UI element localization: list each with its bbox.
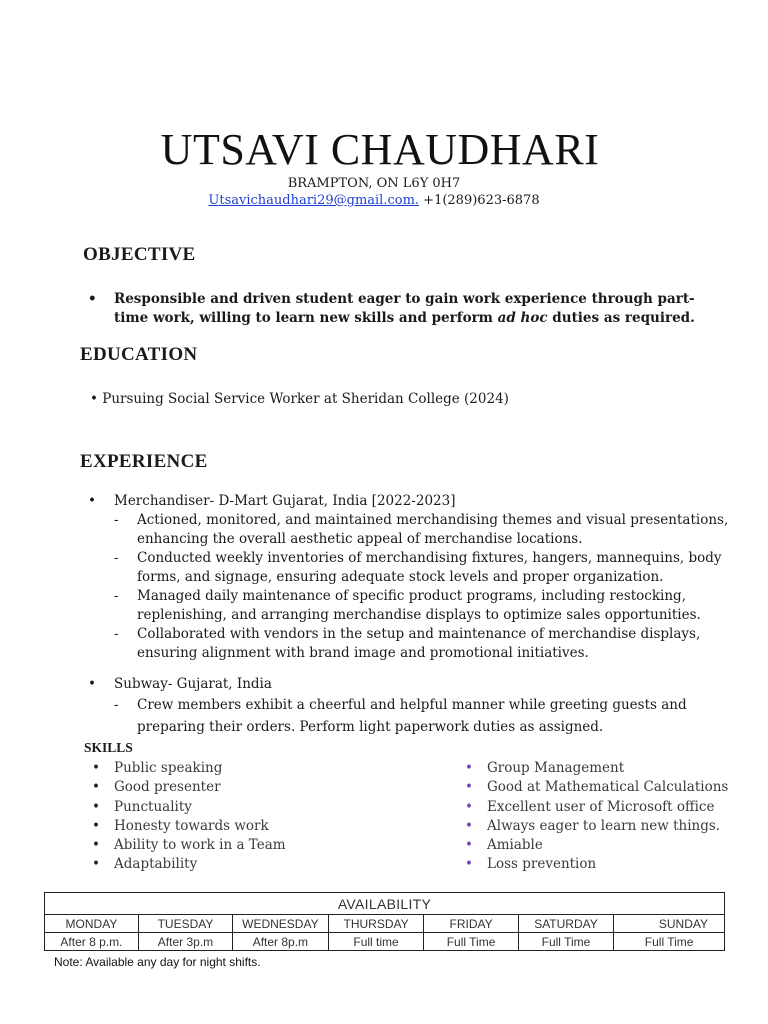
availability-note: Note: Available any day for night shifts. bbox=[54, 955, 261, 969]
availability-table bbox=[44, 892, 725, 951]
day-cell: SUNDAY bbox=[614, 915, 725, 933]
bullet: • bbox=[88, 493, 96, 509]
skill-item: • Ability to work in a Team bbox=[88, 836, 388, 855]
time-cell: Full time bbox=[328, 933, 424, 951]
availability-title: AVAILABILITY bbox=[45, 893, 725, 915]
day-cell: FRIDAY bbox=[424, 915, 518, 933]
job-title: Subway- Gujarat, India bbox=[114, 676, 272, 692]
candidate-name: UTSAVI CHAUDHARI bbox=[160, 125, 600, 174]
skills-right-list bbox=[461, 759, 761, 875]
time-cell: After 8p.m bbox=[233, 933, 329, 951]
duty-item: - Crew members exhibit a cheerful and helpful manner while greeting guests and preparing their orders. Perform light paperwork duties as assigned. bbox=[114, 697, 687, 735]
day-cell: TUESDAY bbox=[138, 915, 232, 933]
duty-item: - Managed daily maintenance of specific product programs, including restocking, replenishing, and arranging merchandise displays to optimize sales opportunities. bbox=[114, 588, 701, 623]
objective-heading: OBJECTIVE bbox=[83, 244, 196, 265]
skill-item: • Adaptability bbox=[88, 855, 388, 874]
time-cell: Full Time bbox=[614, 933, 725, 951]
skill-item: • Excellent user of Microsoft office bbox=[461, 798, 761, 817]
availability-times-row bbox=[45, 933, 725, 951]
skills-heading: SKILLS bbox=[84, 740, 133, 755]
phone: +1(289)623-6878 bbox=[419, 193, 540, 208]
time-cell: After 3p.m bbox=[138, 933, 232, 951]
time-cell: Full Time bbox=[424, 933, 518, 951]
skill-item: • Always eager to learn new things. bbox=[461, 817, 761, 836]
education-heading: EDUCATION bbox=[80, 344, 198, 365]
address: BRAMPTON, ON L6Y 0H7 bbox=[287, 176, 461, 191]
education-item: • Pursuing Social Service Worker at Sheridan College (2024) bbox=[90, 391, 509, 407]
objective-italic: ad hoc bbox=[497, 310, 548, 326]
experience-heading: EXPERIENCE bbox=[80, 451, 208, 472]
skills-left-list bbox=[88, 759, 388, 875]
duty-item: - Collaborated with vendors in the setup and maintenance of merchandise displays, ensuring alignment with brand image and promotional initiatives. bbox=[114, 626, 701, 661]
duty-item: - Conducted weekly inventories of merchandising fixtures, hangers, mannequins, body forms, and signage, ensuring adequate stock levels and proper organization. bbox=[114, 550, 722, 585]
time-cell: After 8 p.m. bbox=[45, 933, 139, 951]
day-cell: MONDAY bbox=[45, 915, 139, 933]
availability-days-row bbox=[45, 915, 725, 933]
skill-item: • Loss prevention bbox=[461, 855, 761, 874]
skill-item: • Public speaking bbox=[88, 759, 388, 778]
duty-item: - Actioned, monitored, and maintained merchandising themes and visual presentations, enhancing the overall aesthetic appeal of merchandise locations. bbox=[114, 512, 729, 547]
job-merchandiser bbox=[88, 492, 738, 663]
objective-text: Responsible and driven student eager to gain work experience through part-time work, willing to learn new skills and perform bbox=[114, 291, 695, 326]
day-cell: WEDNESDAY bbox=[233, 915, 329, 933]
skill-item: • Good presenter bbox=[88, 778, 388, 797]
skill-item: • Honesty towards work bbox=[88, 817, 388, 836]
bullet: • bbox=[88, 291, 97, 307]
skill-item: • Group Management bbox=[461, 759, 761, 778]
email-link[interactable]: Utsavichaudhari29@gmail.com. bbox=[208, 193, 420, 208]
contact-line bbox=[0, 193, 748, 208]
skill-item: • Good at Mathematical Calculations bbox=[461, 778, 761, 797]
time-cell: Full Time bbox=[518, 933, 614, 951]
skill-item: • Amiable bbox=[461, 836, 761, 855]
objective-text-end: duties as required. bbox=[547, 310, 695, 326]
skill-item: • Punctuality bbox=[88, 798, 388, 817]
objective-item bbox=[88, 290, 728, 328]
bullet: • bbox=[88, 676, 96, 692]
day-cell: SATURDAY bbox=[518, 915, 614, 933]
job-title: Merchandiser- D-Mart Gujarat, India [2022-2023] bbox=[114, 493, 456, 509]
day-cell: THURSDAY bbox=[328, 915, 424, 933]
job-subway bbox=[88, 675, 738, 738]
